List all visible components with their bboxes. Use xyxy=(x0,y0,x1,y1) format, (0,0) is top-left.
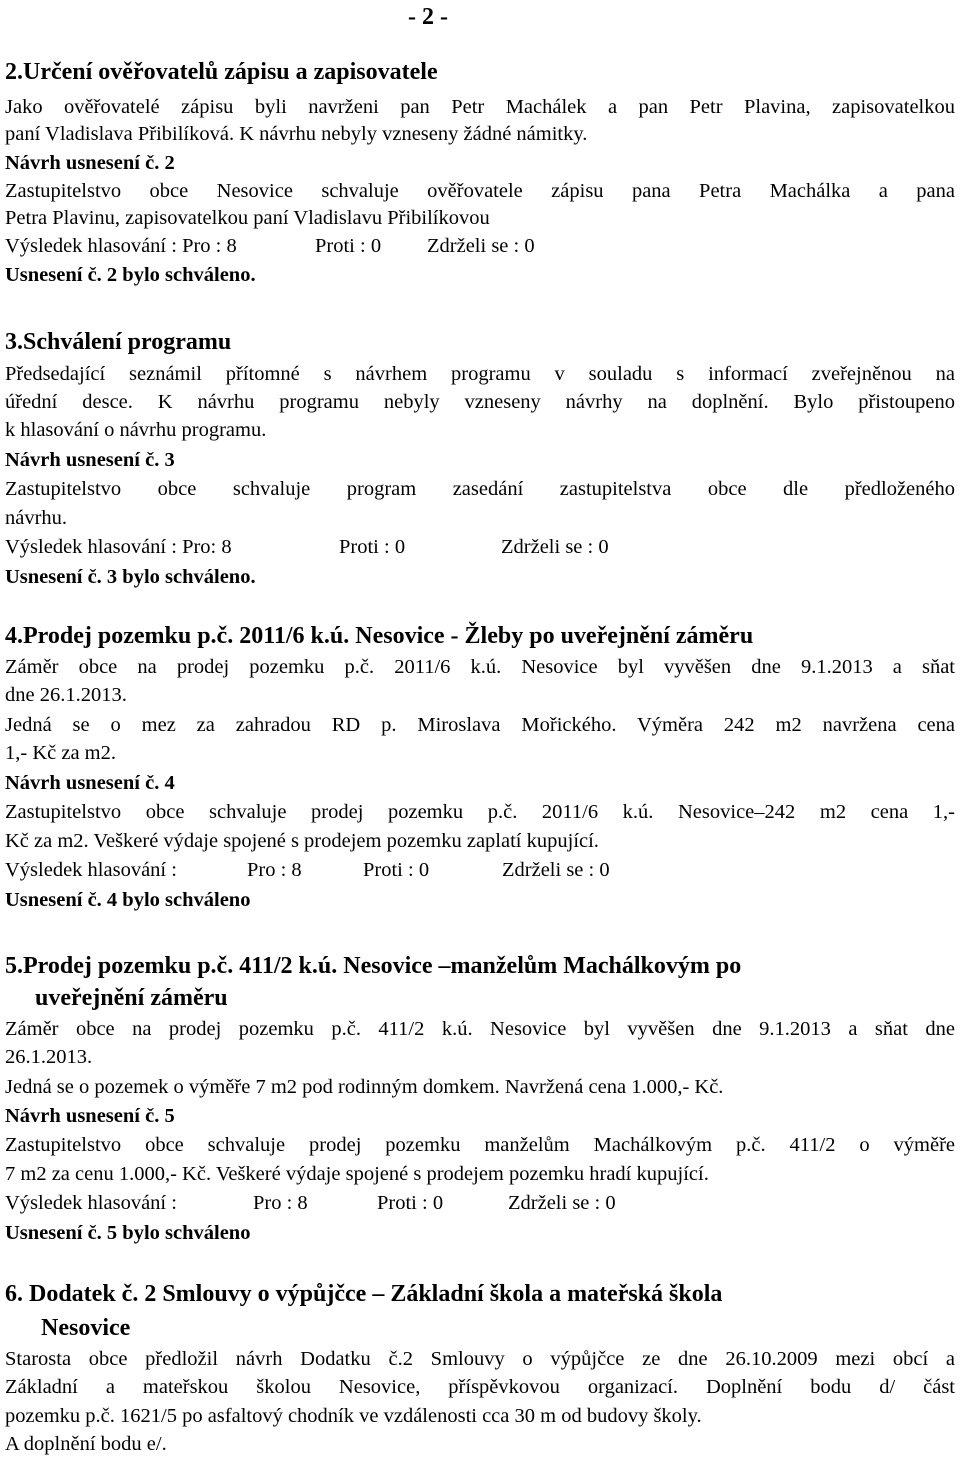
s2-vote-against: Proti : 0 xyxy=(315,235,382,257)
section-4-heading: 4.Prodej pozemku p.č. 2011/6 k.ú. Nesovice - Žleby po uveřejnění záměru xyxy=(5,623,754,649)
s5-paragraph-1-line-2: 26.1.2013. xyxy=(5,1046,93,1068)
s4-proposal-label: Návrh usnesení č. 4 xyxy=(5,772,175,794)
s2-resolution-line-1: Zastupitelstvo obce Nesovice schvaluje ověřovatele zápisu pana Petra Machálka a pana xyxy=(5,180,955,202)
s4-vote-against: Proti : 0 xyxy=(363,859,430,881)
s2-resolution-result: Usnesení č. 2 bylo schváleno. xyxy=(5,264,256,286)
s5-resolution-line-2: 7 m2 za cenu 1.000,- Kč. Veškeré výdaje spojené s prodejem pozemku hradí kupující. xyxy=(5,1163,709,1185)
s5-resolution-line-1: Zastupitelstvo obce schvaluje prodej pozemku manželům Machálkovým p.č. 411/2 o výměře xyxy=(5,1134,955,1156)
s6-paragraph-line-4: A doplnění bodu e/. xyxy=(5,1433,167,1455)
section-2-heading: 2.Určení ověřovatelů zápisu a zapisovatele xyxy=(5,59,438,85)
s4-paragraph-2-line-2: 1,- Kč za m2. xyxy=(5,742,116,764)
s3-proposal-label: Návrh usnesení č. 3 xyxy=(5,449,175,471)
s3-vote-for: Výsledek hlasování : Pro: 8 xyxy=(5,536,232,558)
section-6-heading-line-2: Nesovice xyxy=(41,1315,131,1341)
s3-paragraph-line-2: úřední desce. K návrhu programu nebyly vzneseny návrhy na doplnění. Bylo přistoupeno xyxy=(5,391,955,413)
s2-resolution-line-2: Petra Plavinu, zapisovatelkou paní Vladislavu Přibilíkovou xyxy=(5,207,490,229)
page-number: - 2 - xyxy=(408,4,448,30)
s2-vote-abstain: Zdrželi se : 0 xyxy=(427,235,535,257)
s5-paragraph-1-line-1: Záměr obce na prodej pozemku p.č. 411/2 k.ú. Nesovice byl vyvěšen dne 9.1.2013 a sňat dne xyxy=(5,1018,955,1040)
s4-vote-abstain: Zdrželi se : 0 xyxy=(502,859,610,881)
s2-paragraph-line-2: paní Vladislava Přibilíková. K návrhu nebyly vzneseny žádné námitky. xyxy=(5,123,588,145)
section-5-heading-line-2: uveřejnění záměru xyxy=(35,985,228,1011)
s3-paragraph-line-3: k hlasování o návrhu programu. xyxy=(5,419,267,441)
s5-resolution-result: Usnesení č. 5 bylo schváleno xyxy=(5,1222,251,1244)
s4-vote-for: Pro : 8 xyxy=(247,859,302,881)
section-6-heading-line-1: 6. Dodatek č. 2 Smlouvy o výpůjčce – Základní škola a mateřská škola xyxy=(5,1281,723,1307)
s3-vote-abstain: Zdrželi se : 0 xyxy=(501,536,609,558)
s4-resolution-line-1: Zastupitelstvo obce schvaluje prodej pozemku p.č. 2011/6 k.ú. Nesovice–242 m2 cena 1,- xyxy=(5,801,955,823)
s6-paragraph-line-3: pozemku p.č. 1621/5 po asfaltový chodník ve vzdálenosti cca 30 m od budovy školy. xyxy=(5,1405,702,1427)
s3-resolution-result: Usnesení č. 3 bylo schváleno. xyxy=(5,566,256,588)
s5-vote-label: Výsledek hlasování : xyxy=(5,1192,177,1214)
s5-vote-abstain: Zdrželi se : 0 xyxy=(508,1192,616,1214)
s4-resolution-result: Usnesení č. 4 bylo schváleno xyxy=(5,889,251,911)
s3-paragraph-line-1: Předsedající seznámil přítomné s návrhem programu v souladu s informací zveřejněnou na xyxy=(5,363,955,385)
s2-paragraph-line-1: Jako ověřovatelé zápisu byli navrženi pan Petr Machálek a pan Petr Plavina, zapisovatelkou xyxy=(5,96,955,118)
s4-paragraph-2-line-1: Jedná se o mez za zahradou RD p. Miroslava Mořického. Výměra 242 m2 navržena cena xyxy=(5,714,955,736)
s6-paragraph-line-1: Starosta obce předložil návrh Dodatku č.2 Smlouvy o výpůjčce ze dne 26.10.2009 mezi obcí a xyxy=(5,1348,955,1370)
section-3-heading: 3.Schválení programu xyxy=(5,329,232,355)
s2-proposal-label: Návrh usnesení č. 2 xyxy=(5,152,175,174)
s3-resolution-line-1: Zastupitelstvo obce schvaluje program zasedání zastupitelstva obce dle předloženého xyxy=(5,478,955,500)
s5-paragraph-2: Jedná se o pozemek o výměře 7 m2 pod rodinným domkem. Navržená cena 1.000,- Kč. xyxy=(5,1076,724,1098)
s4-vote-label: Výsledek hlasování : xyxy=(5,859,177,881)
s6-paragraph-line-2: Základní a mateřskou školou Nesovice, příspěvkovou organizací. Doplnění bodu d/ část xyxy=(5,1376,955,1398)
s5-vote-against: Proti : 0 xyxy=(377,1192,444,1214)
s4-paragraph-1-line-1: Záměr obce na prodej pozemku p.č. 2011/6 k.ú. Nesovice byl vyvěšen dne 9.1.2013 a sňat xyxy=(5,656,955,678)
s2-vote-for: Výsledek hlasování : Pro : 8 xyxy=(5,235,237,257)
s4-paragraph-1-line-2: dne 26.1.2013. xyxy=(5,684,127,706)
s5-proposal-label: Návrh usnesení č. 5 xyxy=(5,1105,175,1127)
s5-vote-for: Pro : 8 xyxy=(253,1192,308,1214)
section-5-heading-line-1: 5.Prodej pozemku p.č. 411/2 k.ú. Nesovice –manželům Machálkovým po xyxy=(5,953,742,979)
s3-resolution-line-2: návrhu. xyxy=(5,507,68,529)
s4-resolution-line-2: Kč za m2. Veškeré výdaje spojené s prodejem pozemku zaplatí kupující. xyxy=(5,830,599,852)
s3-vote-against: Proti : 0 xyxy=(339,536,406,558)
